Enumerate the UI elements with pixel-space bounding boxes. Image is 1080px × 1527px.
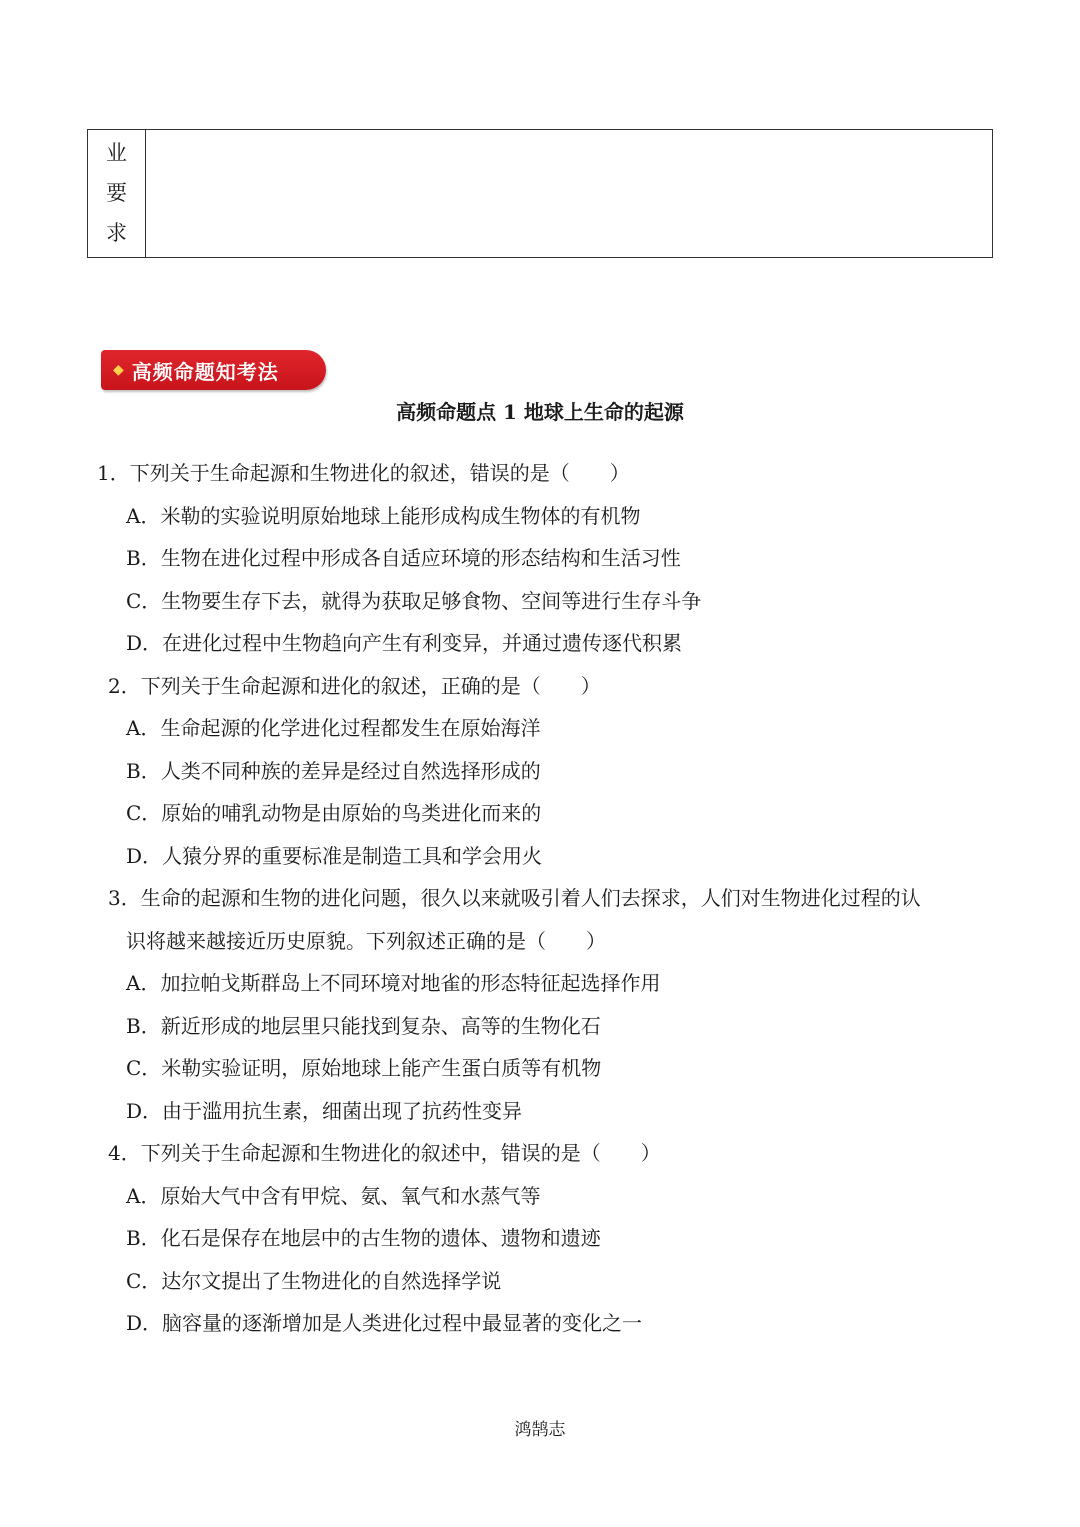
requirements-label-char: 求 — [106, 220, 127, 245]
requirements-label-char: 业 — [106, 141, 127, 166]
question-2-option-b: B．人类不同种族的差异是经过自然选择形成的 — [126, 759, 541, 783]
requirements-table — [87, 129, 993, 258]
question-1-option-b: B．生物在进化过程中形成各自适应环境的形态结构和生活习性 — [126, 546, 681, 570]
question-2-option-d: D．人猿分界的重要标准是制造工具和学会用火 — [126, 844, 543, 868]
question-4-option-c: C．达尔文提出了生物进化的自然选择学说 — [126, 1269, 502, 1293]
question-4-option-a: A．原始大气中含有甲烷、氨、氧气和水蒸气等 — [126, 1184, 541, 1208]
requirements-content-cell — [146, 130, 992, 257]
question-4-option-d: D．脑容量的逐渐增加是人类进化过程中最显著的变化之一 — [126, 1311, 643, 1335]
question-3-option-c: C．米勒实验证明，原始地球上能产生蛋白质等有机物 — [126, 1056, 602, 1080]
question-1-stem: 1．下列关于生命起源和生物进化的叙述，错误的是（ ） — [97, 461, 630, 485]
question-1-option-d: D．在进化过程中生物趋向产生有利变异，并通过遗传逐代积累 — [126, 631, 683, 655]
question-2-option-c: C．原始的哺乳动物是由原始的鸟类进化而来的 — [126, 801, 542, 825]
question-3-stem-line-1: 3．生命的起源和生物的进化问题，很久以来就吸引着人们去探求，人们对生物进化过程的认 — [108, 886, 921, 910]
section-title: 高频命题点 1 地球上生命的起源 — [396, 400, 684, 424]
requirements-label-column — [88, 130, 146, 257]
question-3-option-d: D．由于滥用抗生素，细菌出现了抗药性变异 — [126, 1099, 523, 1123]
question-1-option-a: A．米勒的实验说明原始地球上能形成构成生物体的有机物 — [126, 504, 641, 528]
question-2-stem: 2．下列关于生命起源和进化的叙述，正确的是（ ） — [108, 674, 601, 698]
page-footer: 鸿鹄志 — [514, 1420, 566, 1440]
diamond-icon: ◆ — [113, 362, 124, 378]
question-1-option-c: C．生物要生存下去，就得为获取足够食物、空间等进行生存斗争 — [126, 589, 702, 613]
question-3-option-a: A．加拉帕戈斯群岛上不同环境对地雀的形态特征起选择作用 — [126, 971, 661, 995]
question-4-option-b: B．化石是保存在地层中的古生物的遗体、遗物和遗迹 — [126, 1226, 601, 1250]
question-3-stem-line-2: 识将越来越接近历史原貌。下列叙述正确的是（ ） — [126, 929, 606, 953]
section-banner — [101, 350, 326, 390]
question-2-option-a: A．生命起源的化学进化过程都发生在原始海洋 — [126, 716, 541, 740]
section-banner-label: 高频命题知考法 — [131, 359, 279, 384]
question-4-stem: 4．下列关于生命起源和生物进化的叙述中，错误的是（ ） — [108, 1141, 661, 1165]
question-3-option-b: B．新近形成的地层里只能找到复杂、高等的生物化石 — [126, 1014, 601, 1038]
requirements-label-char: 要 — [106, 180, 127, 205]
